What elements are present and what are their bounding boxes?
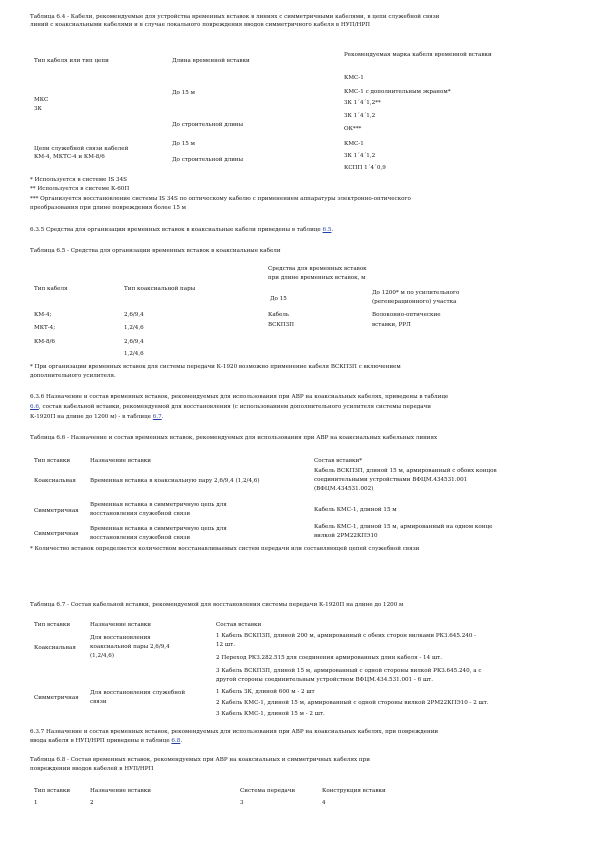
table-6-4-caption-line1: Таблица 6.4 - Кабели, рекомендуемые для устройства временных вставок в линиях с симметричными кабелями, в цепи служебной связи (30, 14, 440, 20)
t67-r1-item: 12 шт. (216, 642, 235, 648)
t67-r1-item: 3 Кабель ВСКПЗП, длиной 15 м, армированный с одной стороны вилкой РКЗ.645.240, а с (216, 668, 482, 674)
t67-r1-purpose: (1,2/4,6) (90, 653, 115, 659)
paragraph-6-3-7-line2: ввода кабеля в НУП/НРП приведены в таблице 6.8. (30, 738, 183, 744)
link-table-6-6[interactable]: 6.6 (30, 404, 39, 410)
t66-r3-composition: Кабель КМС-1, длиной 15 м, армированный на одном конце (314, 524, 493, 530)
t64-cable-zk: ЗК (34, 106, 42, 112)
t67-r2-purpose: связи (90, 699, 107, 705)
paragraph-6-3-6-line3: К-1920П на длине до 1200 м) - в таблице 6.7. (30, 414, 164, 420)
t66-r3-composition: вилкой 2РМ22КПЭ10 (314, 533, 378, 539)
table-6-6-caption: Таблица 6.6 - Назначение и состав временных вставок, рекомендуемых для использования при АВР на коаксиальных кабельных линиях (30, 435, 438, 441)
t64-brand: ОК*** (344, 126, 362, 132)
t66-r2-purpose: восстановления служебной связи (90, 511, 191, 517)
t67-r2-item: 1 Кабель ЗК, длиной 600 м - 2 шт (216, 689, 315, 695)
t65-pair: 2,6/9,4 (124, 339, 144, 345)
paragraph-6-3-6-line1: 6.3.6 Назначение и состав временных вставок, рекомендуемых для использования при АВР на коаксиальных кабелях, приведены в таблице (30, 394, 449, 400)
t65-group-header-1: Средства для временных вставок (268, 266, 367, 272)
t68-header-type: Тип вставки (34, 788, 71, 794)
t66-note: * Количество вставок определяется количеством восстанавливаемых систем передачи или составляющей цепей служебной связи (30, 546, 420, 552)
t65-to15: ВСКПЗП (268, 322, 294, 328)
t64-header-cable-type: Тип кабеля или тип цепи (34, 58, 109, 64)
t67-r2-type: Симметричная (34, 695, 79, 701)
t64-brand: КМС-1 с дополнительным экраном* (344, 89, 451, 95)
t67-header-type: Тип вставки (34, 622, 71, 628)
t65-to15: Кабель (268, 312, 289, 318)
t64-note: ** Используется в системе К-60П (30, 186, 130, 192)
link-table-6-5[interactable]: 6.5 (322, 227, 332, 233)
t64-len-to-building: До строительной длины (172, 122, 244, 128)
t66-r3-type: Симметричная (34, 531, 79, 537)
t66-r1-composition: (ВФЦМ.434531.002) (314, 486, 374, 492)
t66-r2-purpose: Временная вставка в симметричную цепь для (90, 502, 227, 508)
t64-brand: КСПП 1´4´0,9 (344, 165, 386, 171)
t66-r1-composition: Кабель ВСКПЗП, длиной 15 м, армированный с обоих концов (314, 468, 497, 474)
t64-brand: КМС-1 (344, 141, 364, 147)
t65-header-to15: До 15 (270, 296, 287, 302)
table-6-8-caption-line1: Таблица 6.8 - Состав временных вставок, рекомендуемых при АВР на коаксиальных и симметричных кабелях при (30, 757, 370, 763)
t65-cable: КМ-4; (34, 312, 52, 318)
t65-header-pair: Тип коаксиальной пары (124, 286, 196, 292)
t65-pair: 2,6/9,4 (124, 312, 144, 318)
t64-header-brand: Рекомендуемая марка кабеля временной вставки (344, 52, 492, 58)
t66-header-purpose: Назначение вставки (90, 458, 151, 464)
t65-to1200: Волоконно-оптические (372, 312, 441, 318)
t68-header-purpose: Назначение вставки (90, 788, 151, 794)
t67-r1-purpose: коаксиальной пары 2,6/9,4 (90, 644, 170, 650)
t67-r1-item: 1 Кабель ВСКПЗП, длиной 200 м, армированный с обеих сторон вилками РКЗ.645.240 - (216, 633, 477, 639)
t65-pair: 1,2/4,6 (124, 325, 144, 331)
t65-note-line1: * При организации временных вставок для системы передачи К-1920 возможно применение кабеля ВСКПЗП с включением (30, 364, 401, 370)
t66-r2-composition: Кабель КМС-1, длиной 15 м (314, 507, 397, 513)
t67-r2-item: 2 Кабель КМС-1, длиной 15 м, армированный с одной стороны вилкой 2РМ22КПЭ10 - 2 шт. (216, 700, 489, 706)
table-6-5-caption: Таблица 6.5 - Средства для организации временных вставок в коаксиальные кабели (30, 248, 281, 254)
t68-column-number: 3 (240, 800, 244, 806)
t65-header-cable: Тип кабеля (34, 286, 68, 292)
t66-header-type: Тип вставки (34, 458, 71, 464)
t64-brand: КМС-1 (344, 75, 364, 81)
t64-brand: ЗК 1´4´1,2 (344, 113, 376, 119)
t67-r1-purpose: Для восстановления (90, 635, 151, 641)
t68-header-system: Система передачи (240, 788, 296, 794)
table-6-7-caption: Таблица 6.7 - Состав кабельной вставки, рекомендуемой для восстановления системы передачи К-1920П на длине до 1200 м (30, 602, 404, 608)
t66-r3-purpose: восстановления служебной связи (90, 535, 191, 541)
link-table-6-7[interactable]: 6.7 (152, 414, 162, 420)
t64-service-line1: Цепи служебной связи кабелей (34, 146, 129, 152)
link-table-6-8[interactable]: 6.8 (171, 738, 181, 744)
t68-column-number: 4 (322, 800, 326, 806)
t64-note: преобразования при длине повреждения более 15 м (30, 205, 187, 211)
t65-cable: КМ-8/6 (34, 339, 55, 345)
t67-header-purpose: Назначение вставки (90, 622, 151, 628)
t67-r2-purpose: Для восстановления служебной (90, 690, 186, 696)
t67-header-composition: Состав вставки (216, 622, 262, 628)
t64-note: * Используется в системе IS 34S (30, 177, 128, 183)
t66-header-composition: Состав вставки* (314, 458, 363, 464)
t65-to1200: вставки, РРЛ (372, 322, 411, 328)
t67-r2-item: 3 Кабель КМС-1, длиной 15 м - 2 шт. (216, 711, 325, 717)
t66-r3-purpose: Временная вставка в симметричную цепь для (90, 526, 227, 532)
t68-column-number: 2 (90, 800, 94, 806)
t67-r1-item: другой стороны соединительным устройством ВФЦМ.434.531.001 - 6 шт. (216, 677, 434, 683)
t65-header-to1200-1: До 1200* м по усилительного (372, 290, 460, 296)
t64-service-line2: КМ-4, МКТС-4 и КМ-8/6 (34, 154, 105, 160)
t64-brand: ЗК 1´4´1,2** (344, 100, 381, 106)
t68-column-number: 1 (34, 800, 38, 806)
t64-cable-mks: МКС (34, 97, 49, 103)
t64-len-to15: До 15 м (172, 90, 195, 96)
t65-note-line2: дополнительного усилителя. (30, 373, 116, 379)
t66-r2-type: Симметричная (34, 508, 79, 514)
t65-header-to1200-2: (регенерационного) участка (372, 299, 457, 305)
t64-brand: ЗК 1´4´1,2 (344, 153, 376, 159)
t68-header-construction: Конструкция вставки (322, 788, 386, 794)
t67-r1-item: 2 Переход РКЗ.282.515 для соединения армированных длин кабеля - 14 шт. (216, 655, 443, 661)
t66-r1-purpose: Временная вставка в коаксиальную пару 2,6/9,4 (1,2/4,6) (90, 478, 260, 484)
t64-note: *** Организуется восстановление системы IS 34S по оптическому кабелю с применением аппаратуры электронно-оптического (30, 196, 411, 202)
t66-r1-type: Коаксиальная (34, 478, 76, 484)
t64-header-length: Длина временной вставки (172, 58, 250, 64)
t65-group-header-2: при длине временных вставок, м (268, 275, 366, 281)
table-6-4-caption-line2: линий с коаксиальными кабелями и в случае локального повреждения вводов симметричного кабеля в НУП/НРП (30, 22, 371, 28)
paragraph-6-3-7-line1: 6.3.7 Назначение и состав временных вставок, рекомендуемых для использования при АВР на коаксиальных кабелях, при повреждении (30, 729, 439, 735)
t66-r1-composition: соединительными устройствами ВФЦМ.434531.001 (314, 477, 468, 483)
paragraph-6-3-6-line2: 6.6, состав кабельной вставки, рекомендуемой для восстановления (с использованием дополнительного усилителя системы передачи (30, 404, 431, 410)
table-6-8-caption-line2: повреждении вводов кабелей в НУП/НРП (30, 766, 154, 772)
paragraph-6-3-5: 6.3.5 Средства для организации временных вставок в коаксиальные кабели приведены в таблице 6.5. (30, 227, 334, 233)
t64-len-to-building-b: До строительной длины (172, 157, 244, 163)
t67-r1-type: Коаксиальная (34, 645, 76, 651)
t65-pair: 1,2/4,6 (124, 351, 144, 357)
t64-len-to15-b: До 15 м (172, 141, 195, 147)
t65-cable: МКТ-4; (34, 325, 56, 331)
